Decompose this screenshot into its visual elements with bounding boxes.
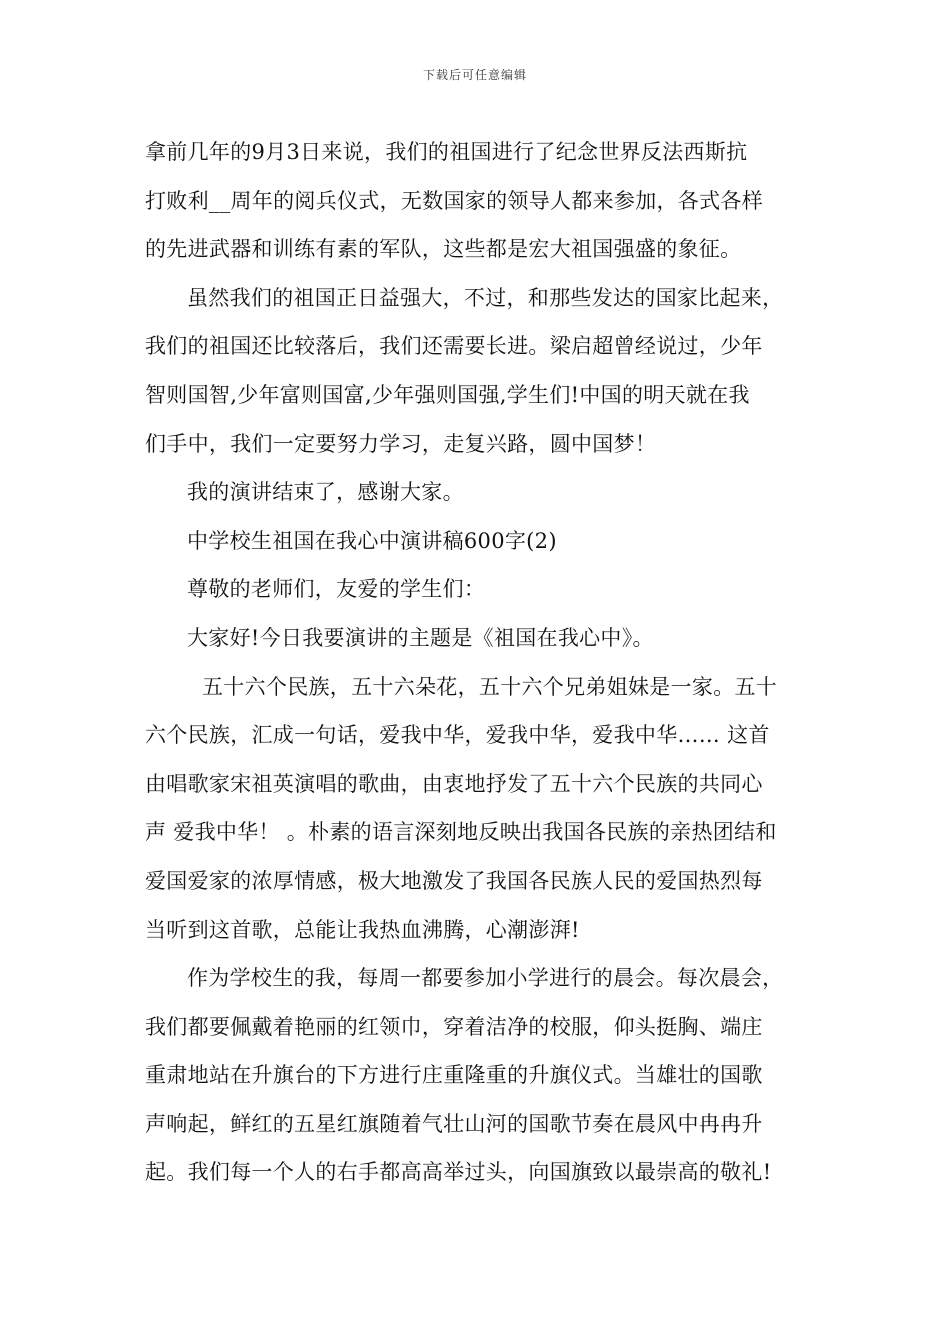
text-line: 当听到这首歌，总能让我热血沸腾，心潮澎湃! (145, 917, 580, 942)
text-line: 我们都要佩戴着艳丽的红领巾，穿着洁净的校服，仰头挺胸、端庄 (145, 1014, 763, 1039)
text-line: 声响起，鲜红的五星红旗随着气壮山河的国歌节奏在晨风中冉冉升 (145, 1111, 763, 1136)
text-line: 爱国爱家的浓厚情感，极大地激发了我国各民族人民的爱国热烈每 (145, 868, 763, 893)
text-line: 们手中，我们一定要努力学习，走复兴路，圆中国梦！ (145, 431, 657, 456)
text-line: 大家好!今日我要演讲的主题是《祖国在我心中》。 (187, 625, 654, 650)
text-line: 由唱歌家宋祖英演唱的歌曲，由衷地抒发了五十六个民族的共同心 (145, 771, 763, 796)
text-line: 尊敬的老师们，友爱的学生们： (187, 577, 486, 602)
text-line: 重肃地站在升旗台的下方进行庄重隆重的升旗仪式。当雄壮的国歌 (145, 1063, 763, 1088)
text-line: 的先进武器和训练有素的军队，这些都是宏大祖国强盛的象征。 (145, 237, 742, 262)
text-line: 智则国智,少年富则国富,少年强则国强,学生们!中国的明天就在我 (145, 382, 750, 407)
text-line: 我们的祖国还比较落后，我们还需要长进。梁启超曾经说过，少年 (145, 334, 763, 359)
text-line: 我的演讲结束了，感谢大家。 (187, 480, 464, 505)
text-line: 五十六个民族，五十六朵花，五十六个兄弟姐妹是一家。五十 (202, 674, 778, 699)
text-line: 作为学校生的我，每周一都要参加小学进行的晨会。每次晨会， (187, 966, 784, 991)
header-note: 下载后可任意编辑 (422, 68, 527, 82)
text-line: 打败利__周年的阅兵仪式，无数国家的领导人都来参加，各式各样 (145, 188, 763, 213)
section-heading: 中学校生祖国在我心中演讲稿600字(2) (187, 528, 557, 553)
text-line: 拿前几年的9月3日来说，我们的祖国进行了纪念世界反法西斯抗 (145, 140, 748, 164)
text-line: 六个民族，汇成一句话，爱我中华，爱我中华，爱我中华…… 这首 (145, 723, 770, 748)
document-body (145, 128, 810, 1197)
text-line: 声 爱我中华！ 。朴素的语言深刻地反映出我国各民族的亲热团结和 (145, 820, 777, 845)
text-line: 起。我们每一个人的右手都高高举过头，向国旗致以最崇高的敬礼! (145, 1160, 772, 1185)
text-line: 虽然我们的祖国正日益强大，不过，和那些发达的国家比起来， (187, 285, 784, 310)
